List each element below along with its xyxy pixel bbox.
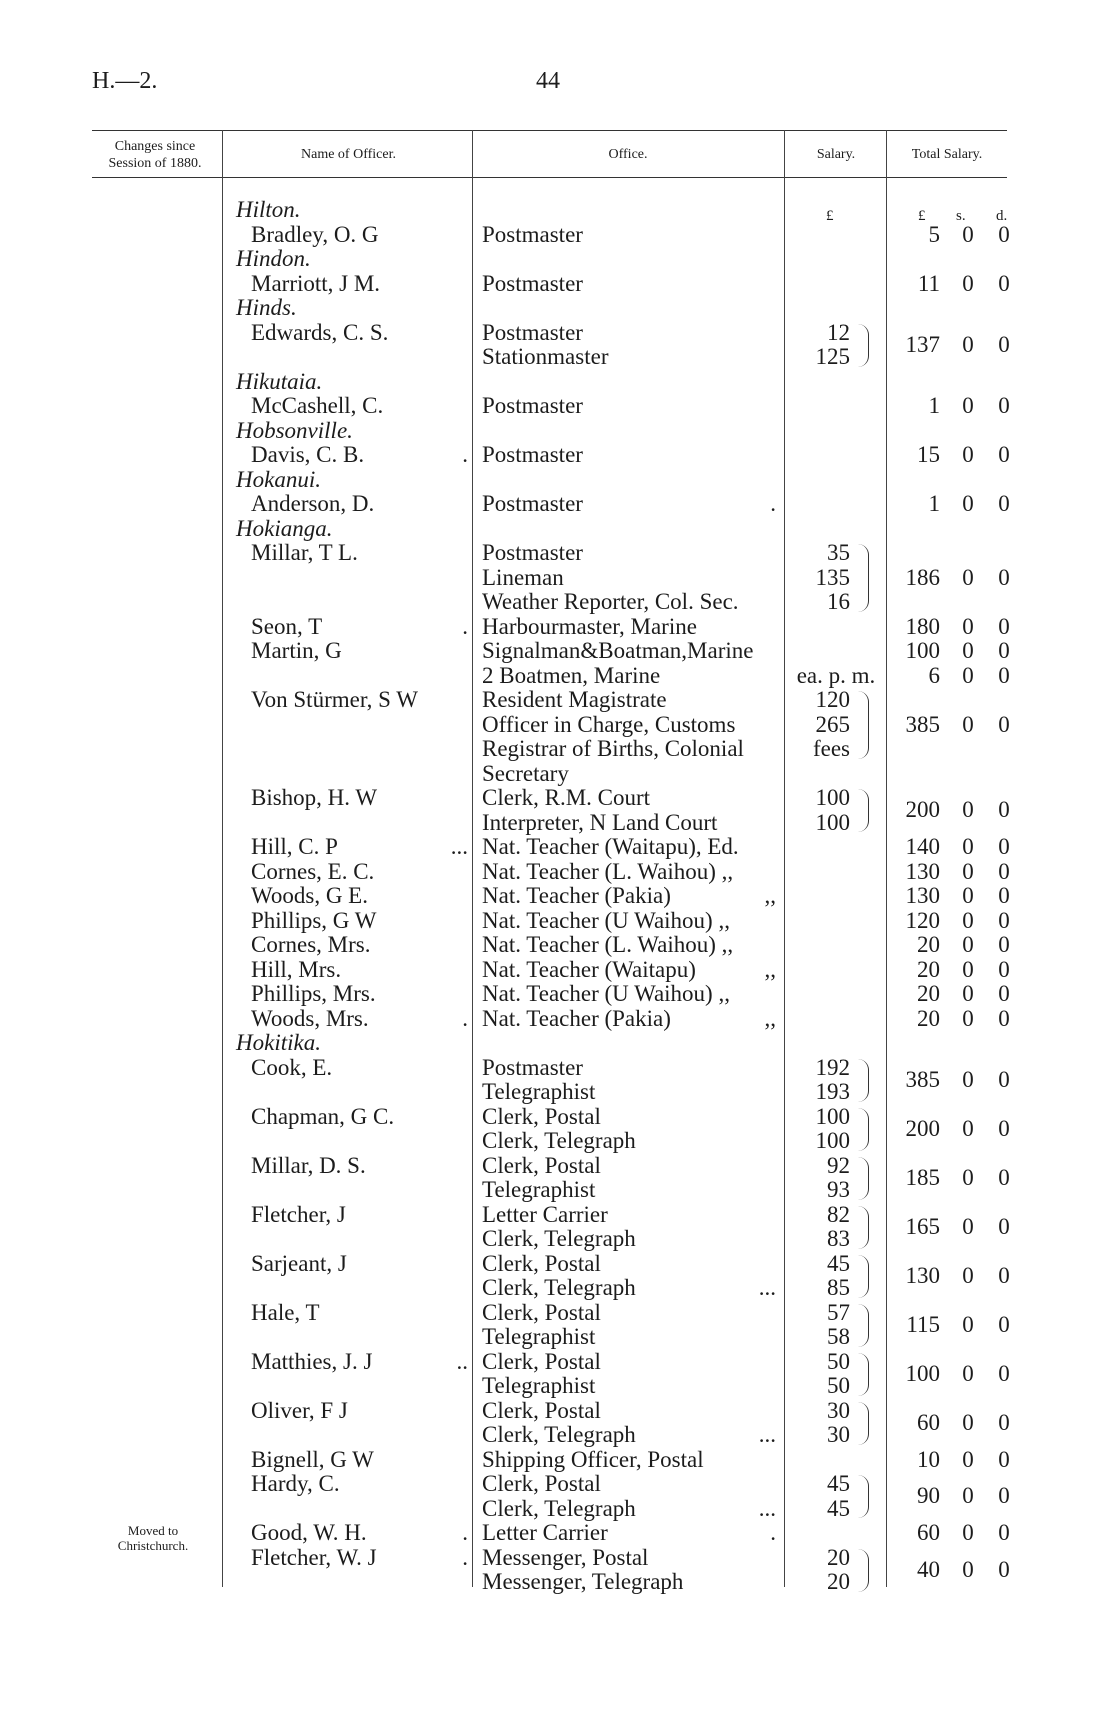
office-text: Postmaster xyxy=(482,442,583,467)
table-header-rule xyxy=(92,177,1007,178)
salary-value: 192 xyxy=(815,1054,850,1080)
name-leader: . xyxy=(462,1544,468,1570)
office-text: Interpreter, N Land Court xyxy=(482,809,718,835)
office-text: Clerk, Postal xyxy=(482,1152,601,1178)
total-pounds: 15 xyxy=(917,442,940,467)
total-pounds: 130 xyxy=(905,883,940,908)
total-shillings: 0 xyxy=(962,1360,974,1386)
salary-value: 50 xyxy=(827,1373,850,1398)
office-text: Harbourmaster, Marine xyxy=(482,613,697,639)
salary-value: 100 xyxy=(815,809,850,835)
salary-brace xyxy=(858,691,869,759)
total-pence: 0 xyxy=(998,393,1010,418)
salary-value: 50 xyxy=(827,1348,850,1374)
total-pence: 0 xyxy=(998,442,1010,467)
place-heading: Hilton. xyxy=(236,197,301,222)
office-text: Shipping Officer, Postal xyxy=(482,1446,704,1472)
total-shillings: 0 xyxy=(962,442,974,467)
total-pence: 0 xyxy=(998,662,1010,688)
total-pence: 0 xyxy=(998,1446,1010,1472)
total-pence: 0 xyxy=(998,221,1010,247)
office-text: Clerk, Postal xyxy=(482,1250,601,1276)
officer-name: Hill, C. P xyxy=(251,834,338,859)
total-pounds: 140 xyxy=(905,834,940,859)
table-top-rule xyxy=(92,130,1007,131)
total-pence: 0 xyxy=(998,834,1010,859)
total-pounds: 60 xyxy=(917,1409,940,1435)
office-text: Telegraphist xyxy=(482,1079,596,1104)
officer-name: Marriott, J M. xyxy=(251,270,381,296)
salary-value: 20 xyxy=(827,1544,850,1570)
total-shillings: 0 xyxy=(962,1262,974,1288)
salary-value: 30 xyxy=(827,1422,850,1447)
office-text: Clerk, Postal xyxy=(482,1397,601,1423)
total-shillings: 0 xyxy=(962,393,974,418)
salary-value: 30 xyxy=(827,1397,850,1423)
header-name: Name of Officer. xyxy=(301,147,396,162)
office-text: Clerk, R.M. Court xyxy=(482,785,651,810)
officer-name: Fletcher, W. J xyxy=(251,1544,377,1570)
total-pence: 0 xyxy=(998,1311,1010,1337)
column-rule-name xyxy=(472,130,473,1587)
office-text: Clerk, Telegraph xyxy=(482,1495,636,1521)
office-text: Postmaster xyxy=(482,491,583,516)
total-pence: 0 xyxy=(998,1005,1010,1031)
total-shillings: 0 xyxy=(962,797,974,823)
total-pence: 0 xyxy=(998,564,1010,590)
total-shillings: 0 xyxy=(962,907,974,933)
total-pounds: 10 xyxy=(917,1446,940,1472)
office-text: Signalman&Boatman,Marine xyxy=(482,638,754,663)
office-text: Registrar of Births, Colonial xyxy=(482,736,744,761)
salary-value: 82 xyxy=(827,1201,850,1227)
total-pounds: 385 xyxy=(905,1066,940,1092)
total-pence: 0 xyxy=(998,1360,1010,1386)
name-leader: . xyxy=(462,442,468,467)
total-pounds: 115 xyxy=(906,1311,940,1337)
pence-unit: d. xyxy=(996,208,1008,224)
total-pounds: 130 xyxy=(905,1262,940,1288)
officer-name: Sarjeant, J xyxy=(251,1250,347,1276)
office-text: Telegraphist xyxy=(482,1324,596,1349)
officer-name: Von Stürmer, S W xyxy=(251,687,418,712)
office-text: Clerk, Postal xyxy=(482,1103,601,1129)
total-shillings: 0 xyxy=(962,981,974,1006)
total-pence: 0 xyxy=(998,270,1010,296)
place-heading: Hindon. xyxy=(236,246,311,271)
salary-unit: £ xyxy=(826,208,834,224)
salary-value: 193 xyxy=(815,1079,850,1104)
salary-value: 120 xyxy=(815,687,850,712)
office-text: Stationmaster xyxy=(482,344,609,369)
total-pounds: 1 xyxy=(928,393,940,418)
total-pence: 0 xyxy=(998,1556,1010,1582)
salary-value: 265 xyxy=(815,711,850,737)
total-pounds: 40 xyxy=(917,1556,940,1582)
total-pence: 0 xyxy=(998,981,1010,1006)
total-pence: 0 xyxy=(998,638,1010,663)
total-pounds: 20 xyxy=(917,956,940,982)
office-leader: ,, xyxy=(764,956,776,982)
total-pounds: 100 xyxy=(905,638,940,663)
officer-name: Chapman, G C. xyxy=(251,1103,395,1129)
total-pounds: 100 xyxy=(905,1360,940,1386)
total-shillings: 0 xyxy=(962,834,974,859)
total-shillings: 0 xyxy=(962,270,974,296)
salary-value: 100 xyxy=(815,785,850,810)
office-text: Messenger, Postal xyxy=(482,1544,649,1570)
salary-value: 135 xyxy=(815,564,850,590)
column-rule-changes xyxy=(222,130,223,1587)
total-pence: 0 xyxy=(998,1262,1010,1288)
office-leader: ... xyxy=(758,1275,776,1300)
office-text: Letter Carrier xyxy=(482,1201,608,1227)
office-leader: . xyxy=(770,491,776,516)
name-leader: ... xyxy=(450,834,468,859)
total-pounds: 200 xyxy=(905,797,940,823)
office-text: Nat. Teacher (U Waihou) ,, xyxy=(482,907,730,933)
office-text: Messenger, Telegraph xyxy=(482,1569,684,1594)
total-pence: 0 xyxy=(998,797,1010,823)
total-shillings: 0 xyxy=(962,1556,974,1582)
officer-name: Hale, T xyxy=(251,1299,320,1325)
total-shillings: 0 xyxy=(962,1446,974,1472)
officer-name: Martin, G xyxy=(251,638,342,663)
total-pounds: 11 xyxy=(917,270,940,296)
office-text: Telegraphist xyxy=(482,1177,596,1202)
name-leader: . xyxy=(462,1520,468,1545)
salary-brace xyxy=(858,1157,869,1200)
office-leader: ,, xyxy=(764,883,776,908)
salary-value: 45 xyxy=(827,1495,850,1521)
total-shillings: 0 xyxy=(962,331,974,357)
total-pence: 0 xyxy=(998,1115,1010,1141)
total-pounds: 165 xyxy=(905,1213,940,1239)
office-leader: ... xyxy=(758,1495,776,1521)
officer-name: Phillips, Mrs. xyxy=(251,981,376,1006)
office-text: Postmaster xyxy=(482,1054,583,1080)
total-pence: 0 xyxy=(998,932,1010,957)
officer-name: Oliver, F J xyxy=(251,1397,348,1423)
officer-name: Cornes, E. C. xyxy=(251,858,375,884)
total-pounds: 1 xyxy=(928,491,940,516)
office-text: Lineman xyxy=(482,564,564,590)
place-heading: Hinds. xyxy=(236,295,297,320)
total-shillings: 0 xyxy=(962,1066,974,1092)
officer-name: Cornes, Mrs. xyxy=(251,932,371,957)
place-heading: Hobsonville. xyxy=(236,417,353,443)
officer-name: Woods, Mrs. xyxy=(251,1005,369,1031)
salary-value: 58 xyxy=(827,1324,850,1349)
salary-brace xyxy=(858,1059,869,1102)
officer-name: Edwards, C. S. xyxy=(251,319,389,345)
total-shillings: 0 xyxy=(962,1520,974,1545)
salary-brace xyxy=(858,1402,869,1445)
office-leader: ,, xyxy=(764,1005,776,1031)
officer-name: Hardy, C. xyxy=(251,1471,340,1496)
total-shillings: 0 xyxy=(962,221,974,247)
place-heading: Hokitika. xyxy=(236,1030,321,1055)
total-shillings: 0 xyxy=(962,932,974,957)
salary-brace xyxy=(858,789,869,832)
header-office: Office. xyxy=(608,147,648,162)
office-text: Postmaster xyxy=(482,393,583,418)
total-pence: 0 xyxy=(998,956,1010,982)
office-text: Nat. Teacher (Pakia) xyxy=(482,1005,671,1031)
total-pounds: 20 xyxy=(917,1005,940,1031)
salary-brace xyxy=(858,1475,869,1518)
total-shillings: 0 xyxy=(962,1483,974,1509)
office-text: Nat. Teacher (U Waihou) ,, xyxy=(482,981,730,1006)
total-pounds: 200 xyxy=(905,1115,940,1141)
name-leader: .. xyxy=(456,1348,468,1374)
total-pence: 0 xyxy=(998,883,1010,908)
salary-brace xyxy=(858,1304,869,1347)
office-text: Resident Magistrate xyxy=(482,687,667,712)
total-pence: 0 xyxy=(998,1164,1010,1190)
total-shillings: 0 xyxy=(962,1409,974,1435)
total-pence: 0 xyxy=(998,907,1010,933)
office-text: 2 Boatmen, Marine xyxy=(482,662,661,688)
salary-value: 125 xyxy=(815,344,850,369)
total-pounds: 6 xyxy=(928,662,940,688)
office-text: Clerk, Postal xyxy=(482,1348,601,1374)
total-shillings: 0 xyxy=(962,613,974,639)
salary-value: 20 xyxy=(827,1569,850,1594)
officer-name: McCashell, C. xyxy=(251,393,384,418)
total-pence: 0 xyxy=(998,1520,1010,1545)
office-text: Telegraphist xyxy=(482,1373,596,1398)
officer-name: Seon, T xyxy=(251,613,323,639)
total-pounds: 180 xyxy=(905,613,940,639)
header-total: Total Salary. xyxy=(911,147,983,162)
office-text: Clerk, Postal xyxy=(482,1299,601,1325)
officer-name: Millar, D. S. xyxy=(251,1152,366,1178)
total-shillings: 0 xyxy=(962,662,974,688)
officer-name: Matthies, J. J xyxy=(251,1348,373,1374)
report-id: H.—2. xyxy=(92,68,158,94)
office-text: Secretary xyxy=(482,760,569,786)
salary-value: 92 xyxy=(827,1152,850,1178)
salary-value: 93 xyxy=(827,1177,850,1202)
salary-brace xyxy=(858,1549,869,1592)
salary-brace xyxy=(858,1206,869,1249)
officer-name: Bishop, H. W xyxy=(251,785,378,810)
total-pence: 0 xyxy=(998,1409,1010,1435)
salary-brace xyxy=(858,1108,869,1151)
salary-brace xyxy=(858,544,869,612)
total-pence: 0 xyxy=(998,1213,1010,1239)
total-pounds: 385 xyxy=(905,711,940,737)
salary-value: 45 xyxy=(827,1250,850,1276)
salary-value: fees xyxy=(812,736,850,761)
salary-value: ea. p. m. xyxy=(796,662,876,688)
office-text: Postmaster xyxy=(482,270,583,296)
total-pence: 0 xyxy=(998,711,1010,737)
total-shillings: 0 xyxy=(962,883,974,908)
office-leader: . xyxy=(770,1520,776,1545)
office-text: Clerk, Telegraph xyxy=(482,1275,636,1300)
total-shillings: 0 xyxy=(962,638,974,663)
office-text: Nat. Teacher (Pakia) xyxy=(482,883,671,908)
total-pounds: 20 xyxy=(917,981,940,1006)
office-text: Nat. Teacher (Waitapu), Ed. xyxy=(482,834,739,859)
officer-name: Anderson, D. xyxy=(251,491,375,516)
header-changes: Changes since Session of 1880. xyxy=(108,139,202,171)
total-pounds: 185 xyxy=(905,1164,940,1190)
officer-name: Millar, T L. xyxy=(251,540,358,565)
salary-brace xyxy=(858,1353,869,1396)
place-heading: Hokianga. xyxy=(236,515,333,541)
total-shillings: 0 xyxy=(962,1311,974,1337)
total-pounds: 137 xyxy=(905,331,940,357)
office-leader: ... xyxy=(758,1422,776,1447)
total-shillings: 0 xyxy=(962,564,974,590)
total-shillings: 0 xyxy=(962,1115,974,1141)
change-remark: Moved to Christchurch. xyxy=(117,1523,189,1553)
office-text: Postmaster xyxy=(482,540,583,565)
total-pounds: 60 xyxy=(917,1520,940,1545)
total-pounds: 90 xyxy=(917,1483,940,1509)
office-text: Letter Carrier xyxy=(482,1520,608,1545)
salary-value: 100 xyxy=(815,1128,850,1153)
total-shillings: 0 xyxy=(962,491,974,516)
office-text: Clerk, Telegraph xyxy=(482,1422,636,1447)
total-shillings: 0 xyxy=(962,1213,974,1239)
header-salary: Salary. xyxy=(816,147,856,162)
salary-brace xyxy=(858,324,869,367)
total-shillings: 0 xyxy=(962,858,974,884)
office-text: Clerk, Telegraph xyxy=(482,1226,636,1251)
salary-value: 85 xyxy=(827,1275,850,1300)
office-text: Nat. Teacher (L. Waihou) ,, xyxy=(482,858,734,884)
officer-name: Bradley, O. G xyxy=(251,221,379,247)
salary-value: 12 xyxy=(827,319,850,345)
total-shillings: 0 xyxy=(962,956,974,982)
total-pounds: 20 xyxy=(917,932,940,957)
shillings-unit: s. xyxy=(956,208,966,224)
office-text: Postmaster xyxy=(482,221,583,247)
place-heading: Hikutaia. xyxy=(236,368,323,394)
office-text: Nat. Teacher (L. Waihou) ,, xyxy=(482,932,734,957)
officer-name: Woods, G E. xyxy=(251,883,368,908)
total-shillings: 0 xyxy=(962,1164,974,1190)
total-pounds: 5 xyxy=(928,221,940,247)
salary-value: 45 xyxy=(827,1471,850,1496)
total-shillings: 0 xyxy=(962,1005,974,1031)
total-pence: 0 xyxy=(998,1483,1010,1509)
officer-name: Good, W. H. xyxy=(251,1520,367,1545)
total-pence: 0 xyxy=(998,1066,1010,1092)
office-text: Clerk, Telegraph xyxy=(482,1128,636,1153)
place-heading: Hokanui. xyxy=(236,466,321,492)
total-pence: 0 xyxy=(998,491,1010,516)
office-text: Weather Reporter, Col. Sec. xyxy=(482,589,739,614)
name-leader: . xyxy=(462,1005,468,1031)
salary-value: 83 xyxy=(827,1226,850,1251)
total-pence: 0 xyxy=(998,858,1010,884)
total-pounds: 186 xyxy=(905,564,940,590)
salary-brace xyxy=(858,1255,869,1298)
name-leader: . xyxy=(462,613,468,639)
office-text: Nat. Teacher (Waitapu) xyxy=(482,956,696,982)
officer-name: Davis, C. B. xyxy=(251,442,365,467)
officer-name: Cook, E. xyxy=(251,1054,333,1080)
salary-value: 100 xyxy=(815,1103,850,1129)
office-text: Officer in Charge, Customs xyxy=(482,711,736,737)
office-text: Postmaster xyxy=(482,319,583,345)
salary-value: 35 xyxy=(827,540,850,565)
total-pence: 0 xyxy=(998,331,1010,357)
office-text: Clerk, Postal xyxy=(482,1471,601,1496)
page-number: 44 xyxy=(536,68,560,94)
officer-name: Phillips, G W xyxy=(251,907,377,933)
total-pence: 0 xyxy=(998,613,1010,639)
salary-value: 57 xyxy=(827,1299,850,1325)
total-pounds: 130 xyxy=(905,858,940,884)
total-pounds: 120 xyxy=(905,907,940,933)
officer-name: Bignell, G W xyxy=(251,1446,374,1472)
pounds-unit: £ xyxy=(918,208,926,224)
officer-name: Fletcher, J xyxy=(251,1201,346,1227)
officer-name: Hill, Mrs. xyxy=(251,956,342,982)
total-shillings: 0 xyxy=(962,711,974,737)
salary-value: 16 xyxy=(827,589,850,614)
